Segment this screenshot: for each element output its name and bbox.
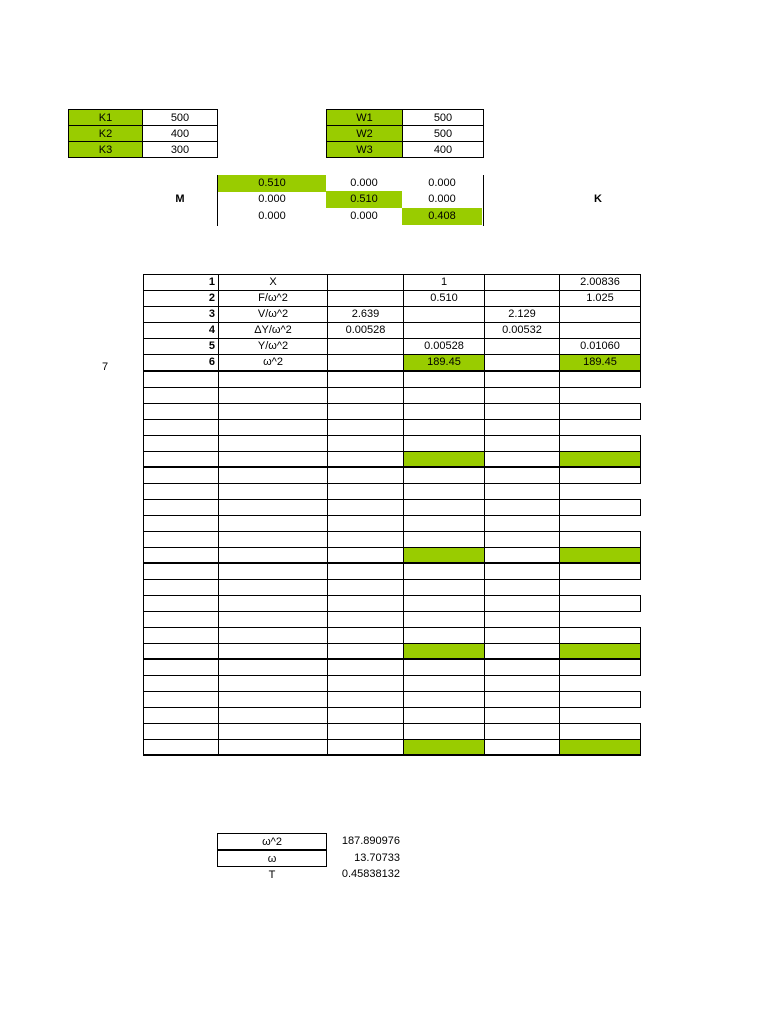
cell[interactable]: [328, 515, 404, 531]
k2-value[interactable]: 400: [142, 125, 218, 142]
omega-squared-cell[interactable]: [404, 547, 485, 563]
cell[interactable]: [485, 387, 560, 403]
table-row: [144, 739, 641, 755]
row-label: [219, 547, 328, 563]
row-number: [144, 563, 219, 579]
table-row: [144, 563, 641, 579]
k1-label: K1: [68, 109, 143, 126]
w2-label: W2: [326, 125, 403, 142]
row-label: [219, 403, 328, 419]
cell[interactable]: [404, 579, 485, 595]
cell[interactable]: [404, 467, 485, 483]
row-label: [219, 499, 328, 515]
cell[interactable]: [328, 483, 404, 499]
row-label: [219, 643, 328, 659]
cell[interactable]: [485, 547, 560, 563]
row-label: [219, 371, 328, 387]
table-row: [144, 451, 641, 467]
table-row: [144, 355, 641, 372]
table-row: [144, 611, 641, 627]
row-label: V/ω^2: [219, 307, 328, 323]
cell[interactable]: [328, 739, 404, 755]
cell[interactable]: [328, 499, 404, 515]
row-label: ΔY/ω^2: [219, 323, 328, 339]
row-label: Y/ω^2: [219, 339, 328, 355]
cell[interactable]: [404, 627, 485, 643]
table-row: [144, 707, 641, 723]
cell[interactable]: [485, 371, 560, 387]
row-number: 3: [144, 307, 219, 323]
mass-matrix-label: M: [175, 193, 185, 205]
m-cell-31[interactable]: 0.000: [258, 210, 286, 222]
row-number: [144, 467, 219, 483]
row-number: [144, 627, 219, 643]
row-number: [144, 659, 219, 675]
row-label: [219, 675, 328, 691]
cell[interactable]: [560, 387, 641, 403]
result-omega-squared-value: 187.890976: [341, 835, 400, 847]
row-label: X: [219, 275, 328, 291]
w1-value[interactable]: 500: [402, 109, 484, 126]
cell[interactable]: [485, 579, 560, 595]
cell[interactable]: [328, 547, 404, 563]
table-row: [144, 483, 641, 499]
table-row: [144, 675, 641, 691]
cell[interactable]: [560, 531, 641, 547]
result-period-label: T: [217, 866, 327, 883]
cell[interactable]: 2.129: [485, 307, 560, 323]
row-label: F/ω^2: [219, 291, 328, 307]
cell[interactable]: [560, 371, 641, 387]
table-row: [144, 659, 641, 675]
cell[interactable]: 0.510: [404, 291, 485, 307]
w2-value[interactable]: 500: [402, 125, 484, 142]
row-number: [144, 531, 219, 547]
cell[interactable]: [485, 675, 560, 691]
omega-squared-cell[interactable]: [404, 739, 485, 755]
m-cell-13[interactable]: 0.000: [428, 177, 456, 189]
table-row: [144, 467, 641, 483]
cell[interactable]: [485, 611, 560, 627]
m-cell-33[interactable]: 0.408: [402, 208, 482, 225]
row-number: [144, 499, 219, 515]
cell[interactable]: [404, 707, 485, 723]
row-label: ω^2: [219, 355, 328, 372]
table-row: [144, 307, 641, 323]
row-label: [219, 387, 328, 403]
cell[interactable]: [560, 323, 641, 339]
row-number: [144, 515, 219, 531]
row-number: [144, 691, 219, 707]
row-label: [219, 723, 328, 739]
cell[interactable]: [328, 579, 404, 595]
cell[interactable]: [560, 627, 641, 643]
cell[interactable]: [485, 563, 560, 579]
table-row: [144, 371, 641, 387]
w1-label: W1: [326, 109, 403, 126]
cell[interactable]: [485, 339, 560, 355]
row-number: 2: [144, 291, 219, 307]
cell[interactable]: [485, 707, 560, 723]
cell[interactable]: 0.00528: [328, 323, 404, 339]
m-cell-32[interactable]: 0.000: [350, 210, 378, 222]
cell[interactable]: [485, 451, 560, 467]
cell[interactable]: [485, 435, 560, 451]
cell[interactable]: [560, 307, 641, 323]
row-number: 1: [144, 275, 219, 291]
row-label: [219, 579, 328, 595]
table-row: [144, 403, 641, 419]
m-cell-23[interactable]: 0.000: [428, 193, 456, 205]
row-number: 4: [144, 323, 219, 339]
cell[interactable]: [560, 499, 641, 515]
cell[interactable]: [404, 323, 485, 339]
cell[interactable]: 1: [404, 275, 485, 291]
table-row: [144, 515, 641, 531]
cell[interactable]: [404, 307, 485, 323]
table-row: [144, 387, 641, 403]
cell[interactable]: [560, 419, 641, 435]
row-label: [219, 435, 328, 451]
cell[interactable]: [485, 355, 560, 372]
cell[interactable]: [328, 355, 404, 372]
cell[interactable]: [404, 531, 485, 547]
cell[interactable]: [485, 627, 560, 643]
cell[interactable]: [404, 483, 485, 499]
cell[interactable]: [404, 419, 485, 435]
side-value: 7: [101, 361, 109, 373]
cell[interactable]: [404, 675, 485, 691]
cell[interactable]: [328, 387, 404, 403]
omega-squared-cell[interactable]: [560, 643, 641, 659]
table-row: [144, 419, 641, 435]
table-row: [144, 579, 641, 595]
cell[interactable]: [560, 515, 641, 531]
cell[interactable]: [485, 499, 560, 515]
table-row: [144, 499, 641, 515]
cell[interactable]: [328, 611, 404, 627]
row-number: [144, 611, 219, 627]
cell[interactable]: 1.025: [560, 291, 641, 307]
table-row: [144, 643, 641, 659]
cell[interactable]: [485, 595, 560, 611]
cell[interactable]: [485, 483, 560, 499]
result-omega-squared-label: ω^2: [217, 833, 327, 850]
row-label: [219, 419, 328, 435]
cell[interactable]: [328, 371, 404, 387]
w3-value[interactable]: 400: [402, 141, 484, 158]
cell[interactable]: [485, 531, 560, 547]
cell[interactable]: [328, 563, 404, 579]
row-number: [144, 707, 219, 723]
row-number: [144, 451, 219, 467]
row-number: [144, 483, 219, 499]
omega-squared-cell[interactable]: [560, 451, 641, 467]
cell[interactable]: [485, 643, 560, 659]
table-row: [144, 723, 641, 739]
row-label: [219, 659, 328, 675]
cell[interactable]: [404, 563, 485, 579]
cell[interactable]: [404, 403, 485, 419]
cell[interactable]: [328, 403, 404, 419]
cell[interactable]: [404, 515, 485, 531]
row-label: [219, 467, 328, 483]
cell[interactable]: [485, 515, 560, 531]
m-cell-12[interactable]: 0.000: [350, 177, 378, 189]
cell[interactable]: [328, 531, 404, 547]
cell[interactable]: [560, 467, 641, 483]
row-number: [144, 547, 219, 563]
cell[interactable]: [560, 611, 641, 627]
cell[interactable]: 0.00528: [404, 339, 485, 355]
cell[interactable]: [328, 675, 404, 691]
k3-label: K3: [68, 141, 143, 158]
cell[interactable]: [560, 595, 641, 611]
table-row: [144, 275, 641, 291]
cell[interactable]: 0.01060: [560, 339, 641, 355]
cell[interactable]: 2.639: [328, 307, 404, 323]
cell[interactable]: [485, 723, 560, 739]
cell[interactable]: [404, 371, 485, 387]
k2-label: K2: [68, 125, 143, 142]
row-label: [219, 531, 328, 547]
cell[interactable]: [485, 467, 560, 483]
cell[interactable]: [328, 275, 404, 291]
table-row: [144, 435, 641, 451]
cell[interactable]: [328, 419, 404, 435]
row-number: [144, 371, 219, 387]
table-row: [144, 339, 641, 355]
row-number: [144, 739, 219, 755]
cell[interactable]: [328, 291, 404, 307]
table-row: [144, 547, 641, 563]
result-omega-value: 13.70733: [354, 852, 400, 864]
row-label: [219, 515, 328, 531]
stiffness-label: K: [594, 193, 602, 205]
row-label: [219, 483, 328, 499]
cell[interactable]: [404, 387, 485, 403]
row-number: 6: [144, 355, 219, 372]
cell[interactable]: [404, 691, 485, 707]
omega-squared-cell[interactable]: [404, 643, 485, 659]
table-row: [144, 323, 641, 339]
row-number: [144, 387, 219, 403]
cell[interactable]: [404, 499, 485, 515]
m-cell-22[interactable]: 0.510: [326, 191, 402, 208]
omega-squared-cell[interactable]: 189.45: [404, 355, 485, 372]
cell[interactable]: [560, 659, 641, 675]
row-number: [144, 435, 219, 451]
cell[interactable]: [328, 451, 404, 467]
cell[interactable]: [328, 339, 404, 355]
matrix-right-bracket: [483, 175, 484, 226]
cell[interactable]: [560, 563, 641, 579]
cell[interactable]: [328, 723, 404, 739]
omega-squared-cell[interactable]: [560, 547, 641, 563]
row-label: [219, 707, 328, 723]
table-row: [144, 691, 641, 707]
cell[interactable]: [404, 659, 485, 675]
cell[interactable]: [485, 275, 560, 291]
row-number: [144, 579, 219, 595]
cell[interactable]: 2.00836: [560, 275, 641, 291]
row-label: [219, 563, 328, 579]
w3-label: W3: [326, 141, 403, 158]
row-label: [219, 611, 328, 627]
row-label: [219, 451, 328, 467]
table-row: [144, 627, 641, 643]
k3-value[interactable]: 300: [142, 141, 218, 158]
cell[interactable]: [328, 627, 404, 643]
row-label: [219, 595, 328, 611]
cell[interactable]: [560, 403, 641, 419]
row-number: [144, 595, 219, 611]
result-omega-label: ω: [217, 850, 327, 867]
row-number: [144, 403, 219, 419]
iteration-table: [143, 274, 641, 756]
m-cell-21[interactable]: 0.000: [258, 193, 286, 205]
cell[interactable]: [560, 723, 641, 739]
cell[interactable]: [328, 595, 404, 611]
cell[interactable]: 0.00532: [485, 323, 560, 339]
cell[interactable]: [485, 739, 560, 755]
cell[interactable]: [485, 691, 560, 707]
row-label: [219, 691, 328, 707]
cell[interactable]: [560, 579, 641, 595]
cell[interactable]: [328, 467, 404, 483]
row-label: [219, 627, 328, 643]
cell[interactable]: [404, 595, 485, 611]
omega-squared-cell[interactable]: [404, 451, 485, 467]
row-number: 5: [144, 339, 219, 355]
cell[interactable]: [328, 691, 404, 707]
omega-squared-cell[interactable]: [560, 739, 641, 755]
cell[interactable]: [404, 435, 485, 451]
cell[interactable]: [485, 659, 560, 675]
cell[interactable]: [560, 691, 641, 707]
row-number: [144, 723, 219, 739]
cell[interactable]: [485, 403, 560, 419]
row-number: [144, 675, 219, 691]
cell[interactable]: [485, 419, 560, 435]
cell[interactable]: [485, 291, 560, 307]
cell[interactable]: [328, 659, 404, 675]
result-period-value: 0.45838132: [341, 868, 400, 880]
m-cell-11[interactable]: 0.510: [218, 175, 326, 192]
row-number: [144, 419, 219, 435]
cell[interactable]: [328, 643, 404, 659]
row-label: [219, 739, 328, 755]
cell[interactable]: [404, 611, 485, 627]
table-row: [144, 291, 641, 307]
cell[interactable]: [404, 723, 485, 739]
cell[interactable]: [560, 707, 641, 723]
cell[interactable]: [328, 435, 404, 451]
table-row: [144, 595, 641, 611]
omega-squared-cell[interactable]: 189.45: [560, 355, 641, 372]
row-number: [144, 643, 219, 659]
cell[interactable]: [560, 483, 641, 499]
cell[interactable]: [328, 707, 404, 723]
cell[interactable]: [560, 675, 641, 691]
table-row: [144, 531, 641, 547]
cell[interactable]: [560, 435, 641, 451]
k1-value[interactable]: 500: [142, 109, 218, 126]
